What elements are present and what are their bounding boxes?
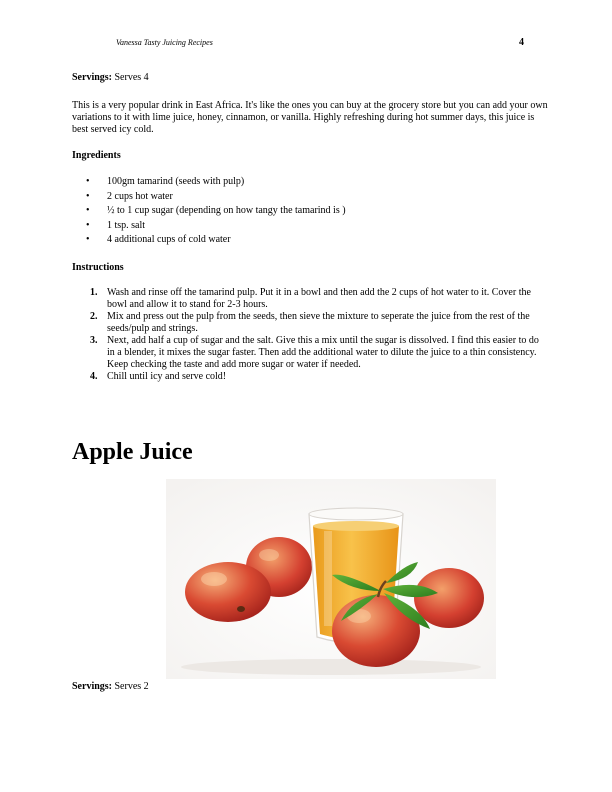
instructions-heading: Instructions xyxy=(72,261,124,273)
recipe-intro: This is a very popular drink in East Africa. It's like the ones you can buy at the grocery store but you can add your own variations to it with lime juice, honey, cinnamon, or vanilla. Highly refreshing during hot summer days, this juice is best served icy cold. xyxy=(72,100,548,135)
tamarind-recipe xyxy=(72,72,548,383)
list-item: • 4 additional cups of cold water xyxy=(86,233,548,248)
instructions-list xyxy=(72,287,548,383)
step-item: 1. Wash and rinse off the tamarind pulp. Put it in a bowl and then add the 2 cups of hot water to it. Cover the bowl and allow it to stand for 2-3 hours. xyxy=(90,286,531,310)
bullet: • xyxy=(86,219,90,231)
list-item: • 2 cups hot water xyxy=(86,190,548,205)
bullet: • xyxy=(86,176,90,187)
bullet: • xyxy=(86,234,90,245)
bullet: • xyxy=(86,190,90,202)
servings-line xyxy=(72,72,548,84)
list-item: • ½ to 1 cup sugar (depending on how tangy the tamarind is ) xyxy=(86,204,548,219)
apple-servings-line xyxy=(72,681,149,692)
step-item: 4. Chill until icy and serve cold! xyxy=(90,370,227,382)
list-item: • 100gm tamarind (seeds with pulp) xyxy=(86,175,548,190)
apple-juice-photo xyxy=(166,479,496,679)
list-item: • 1 tsp. salt xyxy=(86,219,548,234)
step-item: 3. Next, add half a cup of sugar and the salt. Give this a mix until the sugar is dissolved. I find this easier to do in a blender, it mixes the sugar faster. Then add the additional water to dilute the juice to a thin consistency. Keep checking the taste and add more sugar or water if needed. xyxy=(90,334,539,370)
page-number: 4 xyxy=(519,37,524,48)
bullet: • xyxy=(86,205,90,216)
servings-value: Serves 2 xyxy=(112,681,149,692)
servings-label: Servings: xyxy=(72,72,112,83)
servings-value: Serves 4 xyxy=(112,72,149,83)
ingredients-list xyxy=(72,175,548,248)
running-header-title: Vanessa Tasty Juicing Recipes xyxy=(116,38,213,47)
apple-juice-title: Apple Juice xyxy=(72,439,193,465)
step-item: 2. Mix and press out the pulp from the seeds, then sieve the mixture to seperate the juice from the rest of the seeds/pulp and strings. xyxy=(90,310,530,334)
ingredients-heading: Ingredients xyxy=(72,150,121,161)
servings-label: Servings: xyxy=(72,681,112,692)
